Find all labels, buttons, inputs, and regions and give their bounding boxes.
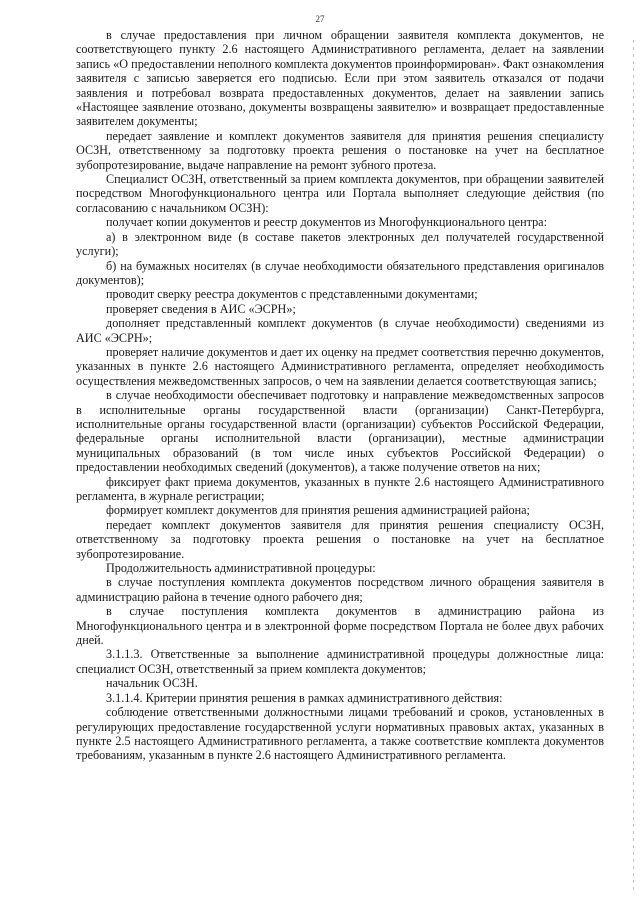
paragraph: а) в электронном виде (в составе пакетов электронных дел получателей государственной услуги); [76, 229, 604, 259]
paragraph: начальник ОСЗН. [106, 676, 198, 691]
paragraph: проверяет наличие документов и дает их оценку на предмет соответствия перечню документов, указанных в пункте 2.6 настоящего Административного регламента, определяет необходимость осуществления межведомственных запросов, о чем на заявлении делается соответствующая запись; [76, 344, 604, 388]
page-number: 27 [315, 14, 325, 24]
paragraph: получает копии документов и реестр документов из Многофункционального центра: [106, 215, 547, 230]
body-text [76, 28, 604, 763]
paragraph: в случае поступления комплекта документов в администрацию района из Многофункционального центра и в электронной форме посредством Портала не более двух рабочих дней. [76, 604, 604, 648]
paragraph: проверяет сведения в АИС «ЭСРН»; [106, 301, 296, 316]
paragraph: формирует комплект документов для принятия решения администрацией района; [106, 503, 530, 518]
paragraph: 3.1.1.4. Критерии принятия решения в рамках административного действия: [106, 690, 503, 705]
paragraph: передает заявление и комплект документов заявителя для принятия решения специалисту ОСЗН, ответственному за подготовку проекта решения о постановке на учет на бесплатное зубопротезирование, выдаче направление на ремонт зубного протеза. [76, 128, 604, 172]
paragraph: соблюдение ответственными должностными лицами требований и сроков, установленных в регулирующих предоставление государственной услуги нормативных правовых актах, указанных в пункте 2.5 настоящего Административного регламента, а также соответствие комплекта документов требованиям, указанным в пункте 2.6 настоящего Административного регламента. [76, 705, 604, 763]
paragraph: 3.1.1.3. Ответственные за выполнение административной процедуры должностные лица: специалист ОСЗН, ответственный за прием комплекта документов; [76, 647, 604, 676]
paragraph: в случае предоставления при личном обращении заявителя комплекта документов, не соответствующего пункту 2.6 настоящего Административного регламента, делает на заявлении запись «О предоставлении неполного комплекта документов проинформирован». Факт ознакомления заявителя с записью заверяется его подписью. Если при этом заявитель отказался от подачи заявления и потребовал возврата предоставленных документов, делает на заявлении запись «Настоящее заявление отозвано, документы возвращены заявителю» и возвращает предоставленные заявителем документы; [76, 28, 604, 129]
paragraph: дополняет представленный комплект документов (в случае необходимости) сведениями из АИС «ЭСРН»; [76, 316, 604, 345]
paragraph: в случае необходимости обеспечивает подготовку и направление межведомственных запросов в исполнительные органы государственной власти (организации) Санкт-Петербурга, исполнительные органы государственной власти (организации) субъектов Российской Федерации, федеральные органы исполнительной власти (организации), местные администрации муниципальных образований (в том числе иных субъектов Российской Федерации) о предоставлении необходимых сведений (документов), а также получение ответов на них; [76, 388, 604, 475]
paragraph: Продолжительность административной процедуры: [106, 561, 376, 576]
paragraph: проводит сверку реестра документов с представленными документами; [106, 287, 478, 302]
scan-edge-artifact [633, 40, 634, 890]
paragraph: фиксирует факт приема документов, указанных в пункте 2.6 настоящего Административного регламента, в журнале регистрации; [76, 474, 604, 503]
paragraph: Специалист ОСЗН, ответственный за прием комплекта документов, при обращении заявителей посредством Многофункционального центра или Портала выполняет следующие действия (по согласованию с начальником ОСЗН): [76, 172, 604, 215]
paragraph: б) на бумажных носителях (в случае необходимости обязательного представления оригиналов документов); [76, 258, 604, 287]
paragraph: передает комплект документов заявителя для принятия решения специалисту ОСЗН, ответственному за подготовку проекта решения о постановке на учет на бесплатное зубопротезирование. [76, 517, 604, 561]
paragraph: в случае поступления комплекта документов посредством личного обращения заявителя в администрацию района в течение одного рабочего дня; [76, 575, 604, 604]
